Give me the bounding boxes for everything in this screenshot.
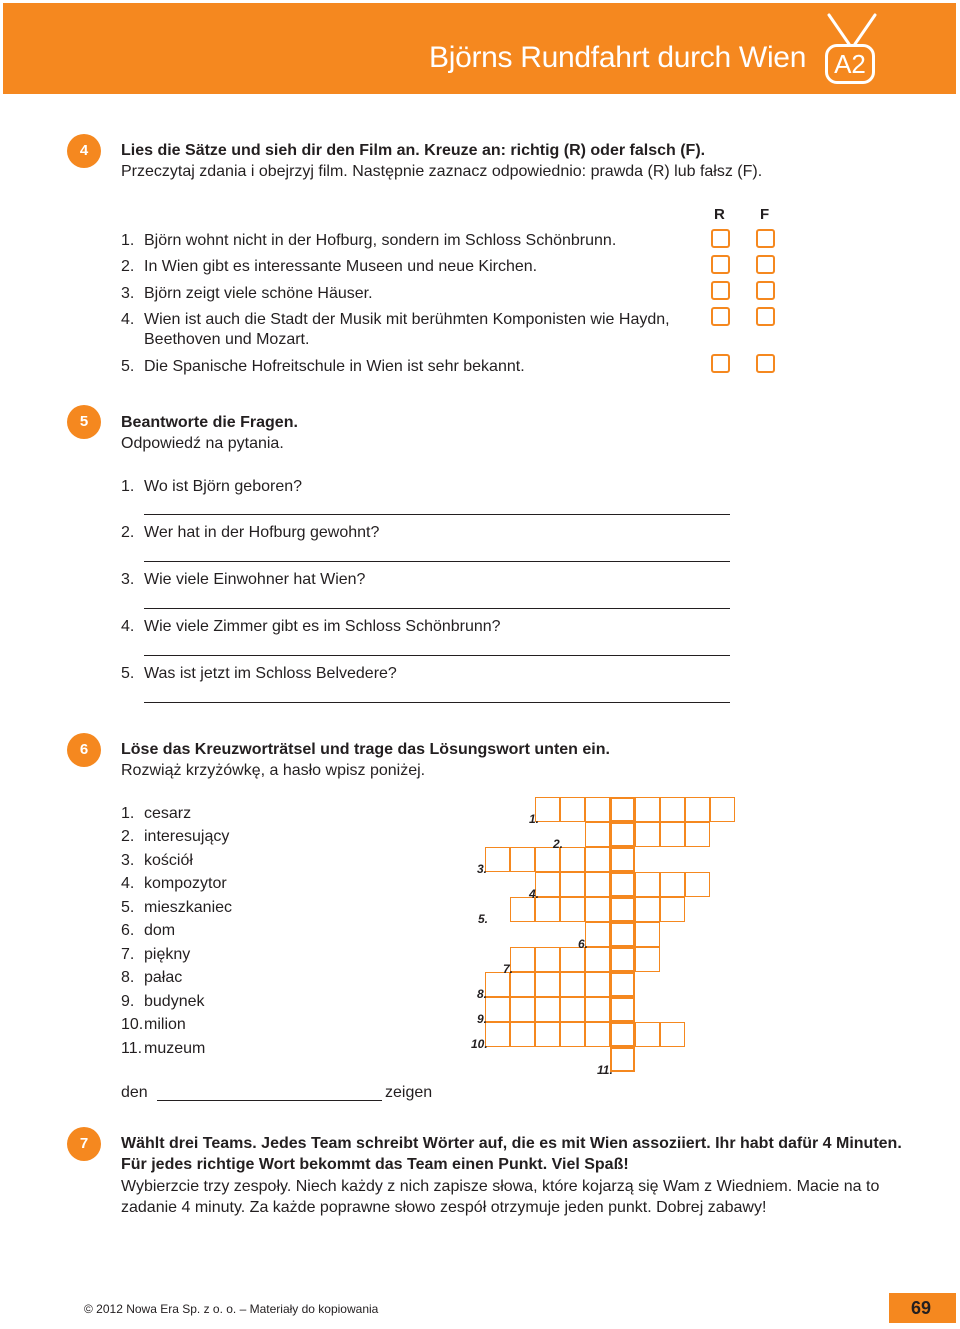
crossword-row-label: 9. bbox=[477, 1012, 488, 1026]
crossword-cell[interactable] bbox=[585, 797, 610, 822]
crossword-cell[interactable] bbox=[510, 947, 535, 972]
clue-text: milion bbox=[144, 1016, 186, 1033]
crossword-cell[interactable] bbox=[560, 997, 585, 1022]
task6-instruction-pl: Rozwiąż krzyżówkę, a hasło wpisz poniżej. bbox=[121, 762, 426, 779]
clue-text: kompozytor bbox=[144, 875, 227, 892]
crossword-cell[interactable] bbox=[635, 947, 660, 972]
clue-text: mieszkaniec bbox=[144, 899, 233, 916]
checkbox-f-5[interactable] bbox=[756, 354, 775, 373]
statement-number: 2. bbox=[121, 258, 135, 275]
crossword-row-label: 4. bbox=[529, 887, 540, 901]
solution-answer-line[interactable] bbox=[157, 1100, 382, 1101]
column-header-f: F bbox=[760, 206, 770, 223]
question-number: 5. bbox=[121, 665, 135, 682]
crossword-cell[interactable] bbox=[560, 972, 585, 997]
question-number: 1. bbox=[121, 478, 135, 495]
checkbox-f-4[interactable] bbox=[756, 307, 775, 326]
checkbox-r-1[interactable] bbox=[711, 229, 730, 248]
crossword-solution-cell[interactable] bbox=[610, 922, 635, 947]
crossword-row-label: 3. bbox=[477, 862, 488, 876]
crossword-cell[interactable] bbox=[560, 897, 585, 922]
crossword-cell[interactable] bbox=[635, 897, 660, 922]
crossword-solution-cell[interactable] bbox=[610, 997, 635, 1022]
crossword-cell[interactable] bbox=[535, 1022, 560, 1047]
checkbox-f-1[interactable] bbox=[756, 229, 775, 248]
crossword-row-label: 8. bbox=[477, 987, 488, 1001]
question-number: 4. bbox=[121, 618, 135, 635]
question-text: Wie viele Zimmer gibt es im Schloss Schönbrunn? bbox=[144, 618, 501, 635]
page-number: 69 bbox=[889, 1293, 956, 1323]
crossword-solution-cell[interactable] bbox=[610, 822, 635, 847]
clue-text: pałac bbox=[144, 969, 183, 986]
crossword-cell[interactable] bbox=[660, 822, 685, 847]
checkbox-f-3[interactable] bbox=[756, 281, 775, 300]
solution-suffix: zeigen bbox=[385, 1084, 433, 1101]
statement-text-continued: Beethoven und Mozart. bbox=[144, 331, 310, 348]
clue-number: 9. bbox=[121, 993, 135, 1010]
clue-number: 11. bbox=[121, 1040, 143, 1057]
task7-instruction-de-1: Wählt drei Teams. Jedes Team schreibt Wörter auf, die es mit Wien assoziiert. Ihr habt dafür 4 Minuten. bbox=[121, 1135, 902, 1152]
crossword-row-label: 11. bbox=[597, 1063, 613, 1077]
crossword-row-label: 10. bbox=[471, 1037, 488, 1051]
crossword-cell[interactable] bbox=[535, 947, 560, 972]
task5-instruction-de: Beantworte die Fragen. bbox=[121, 414, 298, 431]
crossword-cell[interactable] bbox=[560, 872, 585, 897]
page-title: Björns Rundfahrt durch Wien bbox=[429, 41, 807, 74]
crossword-row-label: 5. bbox=[478, 912, 489, 926]
statement-text: Björn wohnt nicht in der Hofburg, sondern im Schloss Schönbrunn. bbox=[144, 232, 617, 249]
crossword-cell[interactable] bbox=[510, 972, 535, 997]
page-header bbox=[3, 3, 956, 94]
crossword-cell[interactable] bbox=[635, 822, 660, 847]
crossword-solution-cell[interactable] bbox=[610, 1047, 635, 1072]
crossword-solution-cell[interactable] bbox=[610, 1022, 635, 1047]
statement-text: Wien ist auch die Stadt der Musik mit berühmten Komponisten wie Haydn, bbox=[144, 311, 670, 328]
answer-line-3[interactable] bbox=[144, 608, 730, 609]
clue-text: cesarz bbox=[144, 805, 192, 822]
crossword-cell[interactable] bbox=[560, 1022, 585, 1047]
crossword-cell[interactable] bbox=[635, 797, 660, 822]
crossword-solution-cell[interactable] bbox=[610, 972, 635, 997]
crossword-solution-cell[interactable] bbox=[610, 847, 635, 872]
crossword-cell[interactable] bbox=[535, 997, 560, 1022]
crossword-cell[interactable] bbox=[660, 897, 685, 922]
checkbox-f-2[interactable] bbox=[756, 255, 775, 274]
crossword-cell[interactable] bbox=[585, 997, 610, 1022]
column-header-r: R bbox=[714, 206, 725, 223]
crossword-cell[interactable] bbox=[510, 847, 535, 872]
crossword-solution-cell[interactable] bbox=[610, 797, 635, 822]
clue-text: muzeum bbox=[144, 1040, 206, 1057]
task7-instruction-pl-1: Wybierzcie trzy zespoły. Niech każdy z nich zapisze słowa, które kojarzą się Wam z Wiedniem. Macie na to bbox=[121, 1178, 880, 1195]
crossword-cell[interactable] bbox=[585, 872, 610, 897]
clue-number: 7. bbox=[121, 946, 135, 963]
answer-line-1[interactable] bbox=[144, 514, 730, 515]
clue-number: 1. bbox=[121, 805, 135, 822]
crossword-cell[interactable] bbox=[485, 997, 510, 1022]
crossword-cell[interactable] bbox=[635, 872, 660, 897]
crossword-cell[interactable] bbox=[585, 972, 610, 997]
crossword-cell[interactable] bbox=[685, 797, 710, 822]
task7-instruction-de-2: Für jedes richtige Wort bekommt das Team einen Punkt. Viel Spaß! bbox=[121, 1156, 629, 1173]
checkbox-r-4[interactable] bbox=[711, 307, 730, 326]
level-badge: A2 bbox=[825, 44, 875, 84]
task4-instruction-pl: Przeczytaj zdania i obejrzyj film. Następnie zaznacz odpowiednio: prawda (R) lub fałsz (F). bbox=[121, 163, 763, 180]
crossword-cell[interactable] bbox=[485, 1022, 510, 1047]
task6-instruction-de: Löse das Kreuzworträtsel und trage das Lösungswort unten ein. bbox=[121, 741, 610, 758]
task4-instruction-de: Lies die Sätze und sieh dir den Film an. Kreuze an: richtig (R) oder falsch (F). bbox=[121, 142, 706, 159]
question-text: Wie viele Einwohner hat Wien? bbox=[144, 571, 366, 588]
clue-number: 2. bbox=[121, 828, 135, 845]
statement-text: Björn zeigt viele schöne Häuser. bbox=[144, 285, 373, 302]
clue-text: budynek bbox=[144, 993, 205, 1010]
clue-number: 5. bbox=[121, 899, 135, 916]
crossword-solution-cell[interactable] bbox=[610, 897, 635, 922]
clue-text: kościół bbox=[144, 852, 193, 869]
clue-number: 3. bbox=[121, 852, 135, 869]
crossword-cell[interactable] bbox=[685, 822, 710, 847]
crossword-cell[interactable] bbox=[660, 797, 685, 822]
task-number-5: 5 bbox=[67, 405, 101, 439]
solution-prefix: den bbox=[121, 1084, 148, 1101]
clue-text: piękny bbox=[144, 946, 191, 963]
clue-number: 8. bbox=[121, 969, 135, 986]
crossword-cell[interactable] bbox=[585, 1022, 610, 1047]
crossword-solution-cell[interactable] bbox=[610, 947, 635, 972]
task5-instruction-pl: Odpowiedź na pytania. bbox=[121, 435, 284, 452]
task7-instruction-pl-2: zadanie 4 minuty. Za każde poprawne słowo zespół otrzymuje jeden punkt. Dobrej zabawy! bbox=[121, 1199, 767, 1216]
crossword-cell[interactable] bbox=[535, 972, 560, 997]
answer-line-4[interactable] bbox=[144, 655, 730, 656]
question-text: Wer hat in der Hofburg gewohnt? bbox=[144, 524, 380, 541]
crossword-row-label: 2. bbox=[553, 837, 564, 851]
statement-text: Die Spanische Hofreitschule in Wien ist sehr bekannt. bbox=[144, 358, 525, 375]
checkbox-r-2[interactable] bbox=[711, 255, 730, 274]
crossword-cell[interactable] bbox=[510, 997, 535, 1022]
crossword-cell[interactable] bbox=[560, 797, 585, 822]
clue-text: dom bbox=[144, 922, 176, 939]
crossword-cell[interactable] bbox=[585, 922, 610, 947]
crossword-cell[interactable] bbox=[685, 872, 710, 897]
crossword-row-label: 1. bbox=[529, 812, 540, 826]
question-number: 3. bbox=[121, 571, 135, 588]
crossword-cell[interactable] bbox=[560, 847, 585, 872]
crossword-cell[interactable] bbox=[485, 847, 510, 872]
statement-number: 5. bbox=[121, 358, 135, 375]
crossword-cell[interactable] bbox=[635, 922, 660, 947]
task-number-6: 6 bbox=[67, 733, 101, 767]
clue-number: 4. bbox=[121, 875, 135, 892]
question-number: 2. bbox=[121, 524, 135, 541]
crossword-cell[interactable] bbox=[585, 847, 610, 872]
answer-line-2[interactable] bbox=[144, 561, 730, 562]
crossword-solution-cell[interactable] bbox=[610, 872, 635, 897]
task-number-7: 7 bbox=[67, 1127, 101, 1161]
statement-number: 3. bbox=[121, 285, 135, 302]
checkbox-r-5[interactable] bbox=[711, 354, 730, 373]
tv-antenna-icon bbox=[825, 13, 879, 47]
clue-number: 10. bbox=[121, 1016, 144, 1033]
statement-number: 1. bbox=[121, 232, 135, 249]
clue-number: 6. bbox=[121, 922, 135, 939]
task-number-4: 4 bbox=[67, 134, 101, 168]
crossword-cell[interactable] bbox=[510, 1022, 535, 1047]
crossword-cell[interactable] bbox=[635, 1022, 660, 1047]
crossword-row-label: 6. bbox=[578, 937, 589, 951]
statement-text: In Wien gibt es interessante Museen und neue Kirchen. bbox=[144, 258, 538, 275]
footer-copyright: © 2012 Nowa Era Sp. z o. o. – Materiały do kopiowania bbox=[84, 1302, 379, 1316]
crossword-cell[interactable] bbox=[710, 797, 735, 822]
checkbox-r-3[interactable] bbox=[711, 281, 730, 300]
statement-number: 4. bbox=[121, 311, 135, 328]
crossword-cell[interactable] bbox=[585, 822, 610, 847]
answer-line-5[interactable] bbox=[144, 702, 730, 703]
question-text: Was ist jetzt im Schloss Belvedere? bbox=[144, 665, 397, 682]
question-text: Wo ist Björn geboren? bbox=[144, 478, 303, 495]
crossword-cell[interactable] bbox=[585, 947, 610, 972]
clue-text: interesujący bbox=[144, 828, 230, 845]
crossword-row-label: 7. bbox=[503, 962, 514, 976]
crossword-cell[interactable] bbox=[660, 1022, 685, 1047]
crossword-cell[interactable] bbox=[585, 897, 610, 922]
crossword-cell[interactable] bbox=[660, 872, 685, 897]
